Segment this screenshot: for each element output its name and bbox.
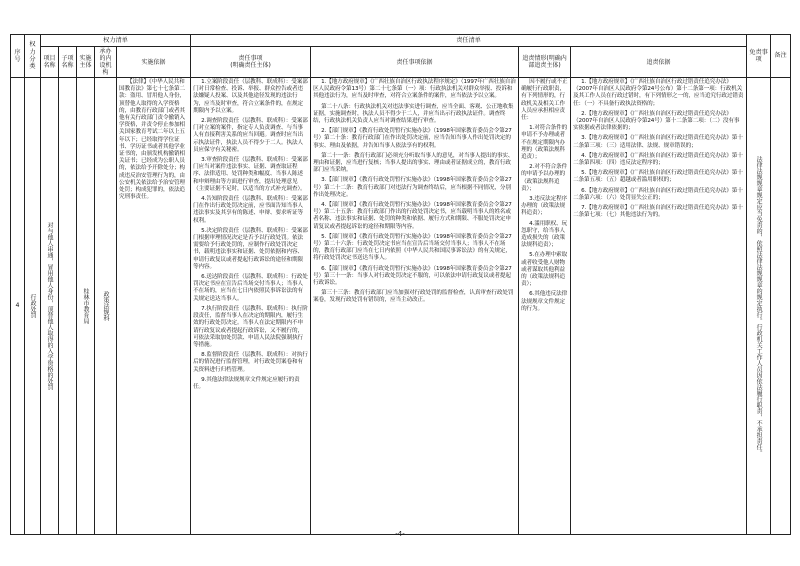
- header-item-name: 项目名称: [41, 47, 59, 78]
- account-basis-item: 2.【地方政府规章】《广西壮族自治区行政过错责任追究办法》（2007年自治区人民政府令第24号）第十二条第二项：（二）没有事实依据或者法律依据的；: [573, 110, 740, 132]
- account-scenario-item: 2.对不符合条件的申请予以办理的（政策法规科追责）；: [521, 164, 568, 192]
- header-resp-items: 责任事项 (明确责任主体): [191, 47, 311, 78]
- row-seq: 4: [11, 78, 25, 535]
- header-seq: 序号: [11, 35, 25, 78]
- row-exempt-cell: [747, 78, 771, 535]
- row-resp-basis: [311, 78, 519, 535]
- resp-basis-item: 第三十三条：教育行政部门应当加强对行政处罚的监督检查，认真审查行政处罚案卷，发现行政处罚有错误的，应当主动改正。: [313, 290, 514, 304]
- account-basis-item: 5.【地方政府规章】《广西壮族自治区行政过错责任追究办法》第十二条第五项：（五）超越或者滥用职权的；: [573, 170, 743, 184]
- header-account-scenario: 追责情形(明确内部追责主体): [519, 47, 571, 78]
- account-scenario-item: 6.其他违反法律法规规章文件规定的行为。: [521, 291, 568, 312]
- resp-basis-item: 1.【地方政府规章】《广西壮族自治区行政执法程序规定》（1997年广西壮族自治区人民政府令第13号）第二十七条第（一）项：行政执法机关对群众举报、投诉和其他违法行为，应当及时审查，对符合立案条件的案件，应当依法予以立案。: [313, 79, 516, 100]
- header-impl-basis: 实施依据: [117, 47, 191, 78]
- header-impl-subject: 实施主体: [77, 47, 95, 78]
- row-category: 行政处罚: [29, 294, 36, 318]
- account-scenario-item: 1.对符合条件的申请不予办理或者不在规定期限内办理的（政策法规科追责）；: [521, 125, 568, 161]
- header-power-category: 权力分类: [25, 35, 41, 78]
- resp-item: 3.审查阶段责任（层教科、联成科）：受案部门应当对案件违法事实、证据、调查取证程序、法律适用、处罚种类和幅度、当事人陈述和申辩理由等方面进行审查，提出处理意见（主要证据不足时，以适当的方式补充调查）。: [193, 157, 308, 192]
- resp-item: 8.监督阶段责任（层教科、联成科）：对执行后的情况进行监督管理，对行政处罚案卷和有关资料进行归档管理。: [193, 352, 308, 373]
- resp-item: 5.决定阶段责任（层教科、联成科）：受案部门根据审理情况决定是否予以行政处罚。依法需要给予行政处罚的，应制作行政处罚决定书，载明违法事实和证据、处罚依据和内容、申请行政复议或者提起行政诉讼的途径和期限等内容。: [193, 227, 308, 270]
- row-item-name: 对与他人串通，冒用他人身份，顶替他人取得的入学资格的处罚: [46, 222, 53, 390]
- row-org-cell: [95, 78, 117, 535]
- account-basis-item: 4.【地方政府规章】《广西壮族自治区行政过错责任追究办法》第十二条第四项：（四）违反法定程序的；: [573, 152, 743, 167]
- header-row-sub: [11, 47, 791, 78]
- row-subject-cell: [77, 78, 95, 535]
- header-resp-basis: 责任事项依据: [311, 47, 519, 78]
- row-resp-items: [191, 78, 311, 535]
- account-scenario-item: 3.违反法定程序办理的（政策法规科追责）；: [521, 196, 568, 217]
- resp-item: 7.执行阶段责任（层教科、联成科）：执行阶段责任，监督当事人在决定的期限内，履行生效的行政处罚决定。当事人在法定期限内不申请行政复议或者提起行政诉讼，又不履行的，可依法采取加处罚款、申请人民法院强制执行等措施。: [193, 305, 308, 348]
- resp-basis-item: 4.【部门规章】《教育行政处罚暂行实施办法》（1998年国家教育委员会令第27号）第二十五条：教育行政部门作出的行政处罚决定书，应当载明当事人的姓名或者名称、违法事实和证据、处罚的种类和依据、履行方式和期限、不服处罚决定申请复议或者提起诉讼的途径和期限等内容。: [313, 202, 512, 230]
- header-power-list: 权力清单: [41, 35, 191, 47]
- header-sub-item: 子项名称: [59, 47, 77, 78]
- row-account-scenario: [519, 78, 571, 535]
- row-remarks: [771, 78, 791, 535]
- power-responsibility-table: [10, 34, 791, 535]
- row-category-cell: [25, 78, 41, 535]
- account-scenario-item: 4.滥用职权、玩忽职守，给当事人造成损失的（政策法规科追责）；: [521, 220, 568, 249]
- resp-basis-item: 第二十一条：教育行政部门必须充分听取当事人的意见，对当事人提出的事实、理由和证据，应当进行复核；当事人提出的事实、理由或者证据成立的，教育行政部门应当采纳。: [313, 152, 514, 174]
- row-account-basis: [571, 78, 747, 535]
- resp-item: 4.告知阶段责任（层教科、联成科）：受案部门在作出行政处罚决定前，应书面告知当事人违法事实及其享有的陈述、申辩、要求听证等权利。: [193, 196, 308, 224]
- resp-item: 6.送达阶段责任（层教科、联成科）：行政处罚决定书应在宣告后当场交付当事人；当事人不在场的，应当在七日内依照民事诉讼法的有关规定送达当事人。: [193, 274, 308, 302]
- header-exempt: 免责事项: [747, 35, 771, 78]
- row-impl-basis: [117, 78, 191, 535]
- impl-basis-text: 【法律】《中华人民共和国教育法》第七十七条第二款：盗用、冒用他人身份，顶替他人取得的入学资格的，由教育行政部门或者其他有关行政部门责令撤销入学资格，并责令停止参加相关国家教育考试二年以上五年以下；已经取得学位证书、学历证书或者其他学业证书的，由颁发机构撤销相关证书；已经成为公职人员的，依法给予开除处分；构成违反治安管理行为的，由公安机关依法给予治安管理处罚；构成犯罪的，依法追究刑事责任。: [119, 79, 185, 201]
- header-account-basis: 追责依据: [571, 47, 747, 78]
- account-scenario-item: 5.在办理中索取或者收受他人财物或者谋取其他利益的（政策法规科追责）；: [521, 252, 568, 288]
- resp-basis-item: 5.【部门规章】《教育行政处罚暂行实施办法》（1998年国家教育委员会令第27号）第二十六条：行政处罚决定书应当在宣告后当场交付当事人；当事人不在场的，教育行政部门应当在七日内依照《中华人民共和国民事诉讼法》的有关规定，将行政处罚决定书送达当事人。: [313, 233, 512, 262]
- resp-basis-item: 2.【部门规章】《教育行政处罚暂行实施办法》（1998年国家教育委员会令第27号）第二十条：教育行政部门在作出处罚决定前，应当告知当事人作出处罚决定的事实、理由及依据，并告知当事人依法享有的权利。: [313, 128, 512, 149]
- account-basis-item: 7.【地方政府规章】《广西壮族自治区行政过错责任追究办法》第十二条第七项：（七）其他违法行为的。: [573, 205, 743, 219]
- resp-item: 9.其他法律法规规章文件规定应履行的责任。: [193, 376, 300, 390]
- account-scenario-item: 因不履行或不正确履行行政职责，有下列情形的，行政机关及相关工作人员应承担相应责任：: [521, 79, 568, 122]
- account-basis-item: 6.【地方政府规章】《广西壮族自治区行政过错责任追究办法》第十二条第六项：（六）处罚显失公正的；: [573, 187, 743, 201]
- row-org: 政策法规科: [102, 291, 109, 321]
- account-basis-item: 3.【地方政府规章】《广西壮族自治区行政过错责任追究办法》第十二条第三项：（三）适用法律、法规、规章错误的；: [573, 135, 743, 149]
- row-exempt: 法律法规规章规定应当免责的，依照法律法规规章的规定执行。行政机关工作人员因依法履行职责，不承担责任。: [755, 156, 763, 456]
- header-internal-org: 承办的内设机构: [95, 47, 117, 78]
- resp-item: 1.立案阶段责任（层教科、联成科）：受案部门对日常检查、投诉、举报、群众控告或者违法嫌疑人投案、以及其他途径发现的违法行为，应当及时审查，符合立案条件的，在规定期限内予以立案。: [193, 79, 308, 114]
- account-basis-item: 1.【地方政府规章】《广西壮族自治区行政过错责任追究办法》（2007年自治区人民政府令第24号公布）第十二条第一项：行政机关及其工作人员在行政过错时，有下列情形之一的，应当追究行政过错责任：（一）不具备行政执法资格的；: [573, 79, 744, 107]
- page-number: -4-: [395, 530, 405, 538]
- row-subject: 桂林市教育局: [82, 288, 89, 324]
- resp-item: 2.调查阶段责任（层教科、联成科）：受案部门对立案的案件，指定专人负责调查、与当事人有直接利害关系的应当回避。调查时应当出示执法证件，执法人员不得少于二人。执法人员应保守有关秘密。: [193, 118, 308, 153]
- row-sub-item: [59, 78, 77, 535]
- header-row-top: [11, 35, 791, 47]
- resp-basis-item: 3.【部门规章】《教育行政处罚暂行实施办法》（1998年国家教育委员会令第27号）第二十二条：教育行政部门对违法行为调查终结后，应当根据不同情况，分别作出处理决定。: [313, 177, 512, 198]
- header-responsibility-list: 责任清单: [191, 35, 747, 47]
- header-remarks: 备注: [771, 35, 791, 78]
- resp-basis-item: 第二十八条：行政执法机关对违法事实进行调查，应当全面、客观、公正地收集证据，实施调查时，执法人员不得少于二人，并应当出示行政执法证件。调查终结，行政执法机关负责人应当对调查结果进行审查。: [313, 103, 514, 125]
- resp-basis-item: 6.【部门规章】《教育行政处罚暂行实施办法》（1998年国家教育委员会令第27号）第三十一条：当事人对行政处罚决定不服的，可以依法申请行政复议或者提起行政诉讼。: [313, 265, 512, 287]
- row-item-name-cell: [41, 78, 59, 535]
- table-row: [11, 78, 791, 535]
